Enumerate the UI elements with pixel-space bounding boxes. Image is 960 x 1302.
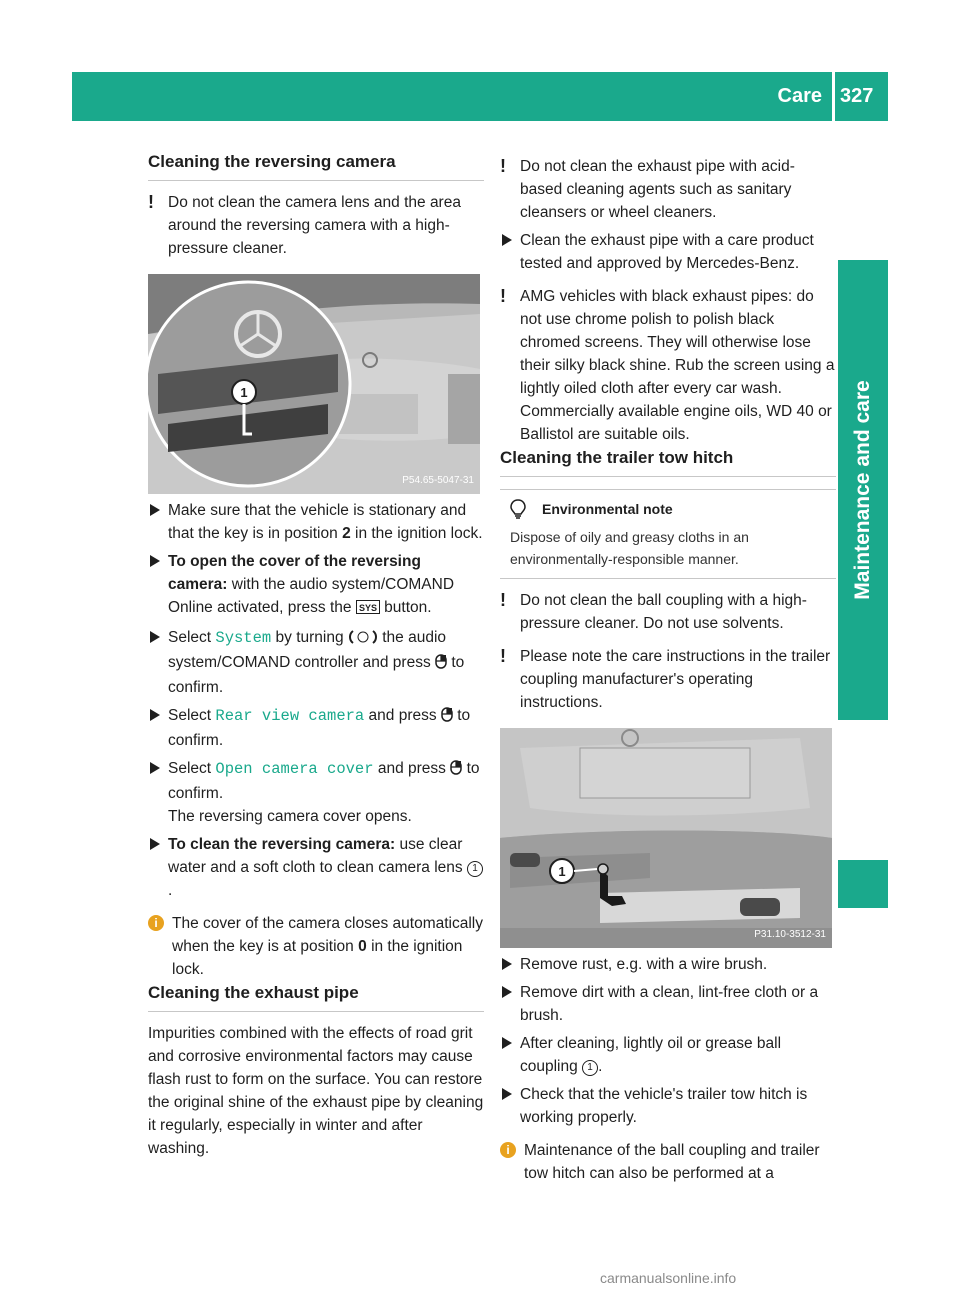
step-text: to confirm.: [168, 707, 471, 749]
step-text: Make sure that the vehicle is stationary and that the key is in position: [168, 502, 467, 542]
warning-note: [500, 645, 836, 714]
warning-icon: !: [500, 590, 506, 610]
step-bold-text: To open the cover of the reversing camera:: [168, 553, 421, 593]
environmental-note: [500, 489, 836, 579]
side-tab: [838, 260, 888, 720]
menu-item-rear-view-camera: Rear view camera: [215, 707, 365, 725]
exhaust-body: Impurities combined with the effects of road grit and corrosive environmental factors may cause flash rust to form on the surface. You can restore the original shine of the exhaust pipe by cleaning it regularly, especially in winter and after washing.: [148, 1025, 484, 1157]
step-arrow-icon: [502, 1088, 512, 1100]
step-text: Select: [168, 629, 212, 646]
callout-ref: 1: [467, 861, 483, 877]
info-icon: i: [148, 915, 164, 931]
key-position: 0: [358, 938, 367, 955]
callout-1: 1: [240, 385, 248, 400]
step-stationary: [148, 499, 484, 545]
warning-icon: !: [500, 286, 506, 306]
step-text: with the audio system/COMAND Online activated, press the: [168, 576, 455, 616]
car-rear-illustration: [148, 274, 480, 494]
warning-icon: !: [500, 646, 506, 666]
key-position: 2: [342, 525, 351, 542]
step-remove-dirt: [500, 981, 836, 1027]
warning-note: [500, 155, 836, 224]
controller-turn-icon: [348, 628, 378, 651]
menu-item-system: System: [215, 629, 272, 647]
side-marker: [838, 860, 888, 908]
step-text: Clean the exhaust pipe with a care product tested and approved by Mercedes-Benz.: [520, 232, 814, 272]
trailer-hitch-heading: Cleaning the trailer tow hitch: [500, 446, 836, 477]
environment-icon: [510, 499, 526, 525]
step-text-end: in the ignition lock.: [355, 525, 483, 542]
menu-item-open-camera-cover: Open camera cover: [215, 760, 374, 778]
exhaust-pipe-heading: Cleaning the exhaust pipe: [148, 981, 484, 1012]
step-text-end: button.: [384, 599, 432, 616]
warning-note: [148, 191, 484, 260]
step-check-hitch: [500, 1083, 836, 1129]
step-arrow-icon: [502, 986, 512, 998]
warning-icon: !: [500, 156, 506, 176]
step-text: Remove dirt with a clean, lint-free cloth or a brush.: [520, 984, 819, 1024]
step-text: and press: [377, 760, 446, 777]
watermark: carmanualsonline.info: [600, 1270, 737, 1286]
step-arrow-icon: [150, 555, 160, 567]
image-reference: P31.10-3512-31: [754, 929, 826, 940]
car-rear-hitch-illustration: [500, 728, 832, 948]
sys-button-icon: [356, 598, 380, 621]
warning-text: Please note the care instructions in the trailer coupling manufacturer's operating instructions.: [520, 648, 831, 711]
svg-text:SYS: SYS: [358, 603, 377, 613]
step-arrow-icon: [502, 958, 512, 970]
left-column: [148, 150, 484, 1160]
step-open-cover: [148, 550, 484, 621]
step-clean-exhaust: [500, 229, 836, 275]
warning-note: [500, 589, 836, 635]
step-text: use clear water and a soft cloth to clean camera lens: [168, 836, 463, 876]
warning-text: AMG vehicles with black exhaust pipes: do not use chrome polish to polish black chromed screens. They will otherwise lose their silky black shine. Rub the screen using a lightly oiled cloth after every car wash. Commercially available engine oils, WD 40 or Ballistol are suitable oils.: [520, 288, 835, 443]
step-select-system: [148, 626, 484, 699]
info-icon: i: [500, 1142, 516, 1158]
info-note: [148, 912, 484, 981]
step-oil-coupling: After cleaning, lightly oil or grease ball coupling 1 .: [500, 1032, 836, 1078]
step-arrow-icon: [502, 1037, 512, 1049]
environmental-note-text: Dispose of oily and greasy cloths in an environmentally-responsible manner.: [510, 529, 749, 567]
step-arrow-icon: [502, 234, 512, 246]
info-note: [500, 1139, 836, 1185]
info-text: The cover of the camera closes automatically when the key is at position: [172, 915, 483, 955]
step-text: and press: [368, 707, 437, 724]
controller-press-icon: [441, 706, 453, 729]
right-column: [500, 150, 836, 1185]
header-divider: [832, 72, 835, 121]
step-text: to confirm.: [168, 654, 465, 696]
environmental-note-header: [510, 498, 826, 520]
environmental-note-title: Environmental note: [542, 501, 673, 517]
step-text: Select: [168, 707, 212, 724]
warning-note: [500, 285, 836, 446]
step-bold-text: To clean the reversing camera:: [168, 836, 396, 853]
info-text-end: in the ignition lock.: [172, 938, 463, 978]
step-text: the audio system/COMAND controller and press: [168, 629, 447, 671]
warning-text: Do not clean the ball coupling with a high-pressure cleaner. Do not use solvents.: [520, 592, 807, 632]
image-reference: P54.65-5047-31: [402, 475, 474, 486]
step-arrow-icon: [150, 838, 160, 850]
reversing-camera-photo: [148, 274, 480, 494]
warning-text: Do not clean the camera lens and the area around the reversing camera with a high-pressure cleaner.: [168, 194, 461, 257]
step-clean-camera: To clean the reversing camera: use clear water and a soft cloth to clean camera lens 1.: [148, 833, 484, 902]
page-number: 327: [840, 85, 874, 107]
trailer-hitch-photo: [500, 728, 832, 948]
step-text: Check that the vehicle's trailer tow hitch is working properly.: [520, 1086, 808, 1126]
step-select-open-cover: [148, 757, 484, 828]
reversing-camera-heading: Cleaning the reversing camera: [148, 150, 484, 181]
callout-ref: 1: [582, 1060, 598, 1076]
step-arrow-icon: [150, 631, 160, 643]
step-arrow-icon: [150, 709, 160, 721]
controller-press-icon: [450, 759, 462, 782]
step-arrow-icon: [150, 504, 160, 516]
step-result: The reversing camera cover opens.: [168, 808, 412, 825]
step-text: After cleaning, lightly oil or grease ball coupling: [520, 1035, 782, 1075]
section-title: Care: [777, 85, 822, 107]
warning-icon: !: [148, 192, 154, 212]
step-text: Remove rust, e.g. with a wire brush.: [520, 956, 768, 973]
controller-press-icon: [435, 653, 447, 676]
step-select-rear-view: [148, 704, 484, 752]
step-remove-rust: [500, 953, 836, 976]
step-arrow-icon: [150, 762, 160, 774]
side-tab-label: Maintenance and care: [851, 380, 874, 600]
warning-text: Do not clean the exhaust pipe with acid-based cleaning agents such as sanitary cleansers or wheel cleaners.: [520, 158, 795, 221]
info-text: Maintenance of the ball coupling and trailer tow hitch can also be performed at a: [524, 1142, 820, 1182]
callout-1: 1: [558, 864, 566, 879]
step-text: to confirm.: [168, 760, 480, 802]
step-text: Select: [168, 760, 212, 777]
step-text: by turning: [275, 629, 344, 646]
